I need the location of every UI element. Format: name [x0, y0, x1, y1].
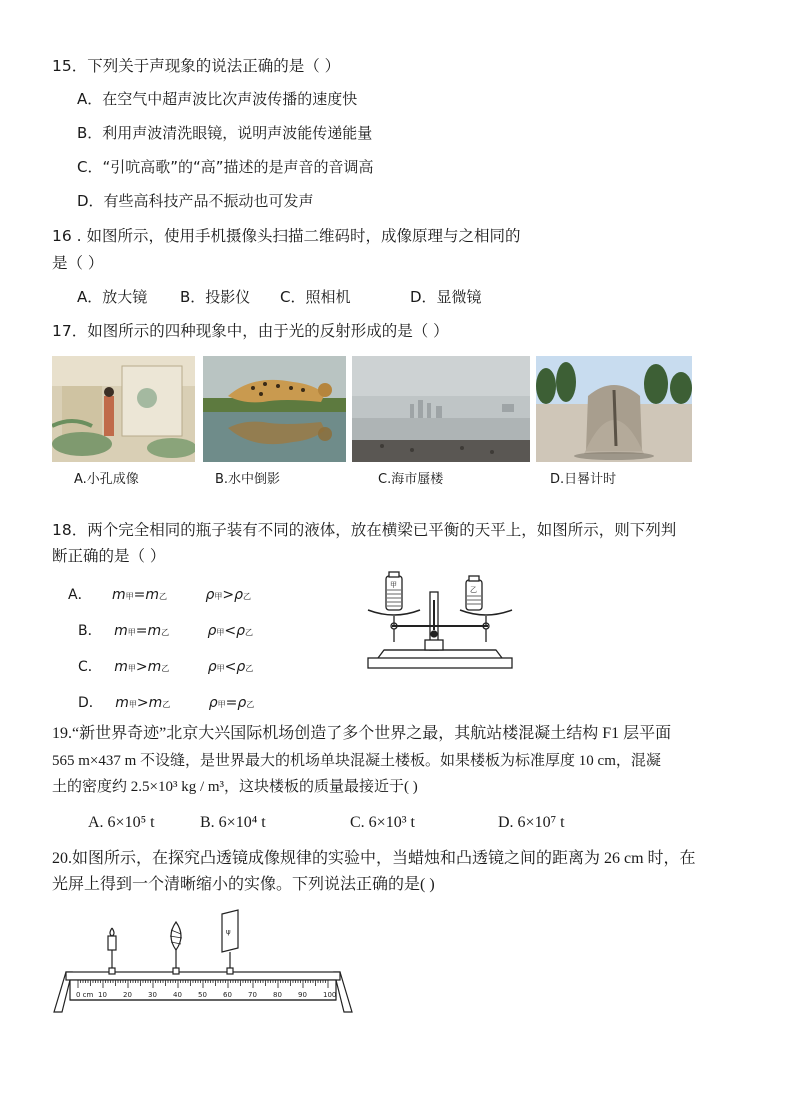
q19-line3: 土的密度约 2.5×10³ kg / m³，这块楼板的质量最接近于( ) [52, 779, 418, 795]
q17-caption-d: D.日晷计时 [550, 472, 617, 487]
ruler-tick-label: 30 [148, 991, 157, 999]
q18-option-c: C． m甲>m乙 ρ甲<ρ乙 [78, 659, 254, 675]
q18-option-a: A． m甲=m乙 ρ甲>ρ乙 [68, 587, 252, 603]
q16-stem-line2: 是（ ） [52, 254, 104, 272]
ruler-tick-label: 100 [323, 991, 337, 999]
q16-option-c: C．照相机 [280, 288, 351, 306]
q16-option-a: A．放大镜 [77, 288, 148, 306]
q19-option-a: A. 6×10⁵ t [88, 814, 155, 831]
q18-stem-line1: 18．两个完全相同的瓶子装有不同的液体，放在横梁已平衡的天平上，如图所示，则下列判 [52, 521, 677, 539]
optical-bench-diagram [52, 908, 354, 1016]
q16-option-b: B．投影仪 [180, 288, 251, 306]
q19-line2: 565 m×437 m 不设缝，是世界最大的机场单块混凝土楼板。如果楼板为标准厚度 10 cm，混凝 [52, 753, 661, 769]
water-reflection-photo [203, 356, 346, 462]
ruler-tick-label: 90 [298, 991, 307, 999]
bottle-label-a: 甲 [390, 581, 397, 589]
q20-line1: 20.如图所示，在探究凸透镜成像规律的实验中，当蜡烛和凸透镜之间的距离为 26 cm 时，在 [52, 850, 696, 867]
mirage-photo [352, 356, 530, 462]
q18-option-b: B． m甲=m乙 ρ甲<ρ乙 [78, 623, 254, 639]
ruler-unit-label: 0 cm [76, 991, 94, 999]
q15-option-d: D．有些高科技产品不振动也可发声 [77, 192, 314, 210]
q20-line2: 光屏上得到一个清晰缩小的实像。下列说法正确的是( ) [52, 876, 435, 893]
q15-stem: 15．下列关于声现象的说法正确的是（ ） [52, 57, 341, 75]
q17-caption-b: B.水中倒影 [215, 472, 281, 487]
ruler-tick-label: 20 [123, 991, 132, 999]
ruler-tick-label: 40 [173, 991, 182, 999]
q17-stem: 17．如图所示的四种现象中，由于光的反射形成的是（ ） [52, 322, 449, 340]
ruler-tick-label: 80 [273, 991, 282, 999]
q15-option-c: C．“引吭高歌”的“高”描述的是声音的音调高 [77, 158, 374, 176]
q16-stem-line1: 16 . 如图所示，使用手机摄像头扫描二维码时，成像原理与之相同的 [52, 227, 521, 245]
q16-option-d: D．显微镜 [410, 288, 482, 306]
q15-option-a: A．在空气中超声波比次声波传播的速度快 [77, 90, 358, 108]
ruler-tick-label: 60 [223, 991, 232, 999]
q19-line1: 19.“新世界奇迹”北京大兴国际机场创造了多个世界之最，其航站楼混凝土结构 F1 层平面 [52, 725, 672, 742]
q17-caption-a: A.小孔成像 [74, 472, 139, 487]
q19-option-c: C. 6×10³ t [350, 814, 415, 831]
sundial-photo [536, 356, 692, 462]
balance-diagram [364, 570, 516, 672]
svg-text:ψ: ψ [226, 928, 231, 936]
ruler-tick-label: 50 [198, 991, 207, 999]
q18-stem-line2: 断正确的是（ ） [52, 547, 166, 565]
bottle-label-b: 乙 [470, 586, 477, 594]
q19-option-d: D. 6×10⁷ t [498, 814, 565, 831]
q19-option-b: B. 6×10⁴ t [200, 814, 266, 831]
ruler-tick-label: 70 [248, 991, 257, 999]
q15-option-b: B．利用声波清洗眼镜，说明声波能传递能量 [77, 124, 373, 142]
pinhole-image-photo [52, 356, 195, 462]
q18-option-d: D． m甲>m乙 ρ甲=ρ乙 [78, 695, 255, 711]
ruler-tick-label: 10 [98, 991, 107, 999]
q17-caption-c: C.海市蜃楼 [378, 472, 444, 487]
